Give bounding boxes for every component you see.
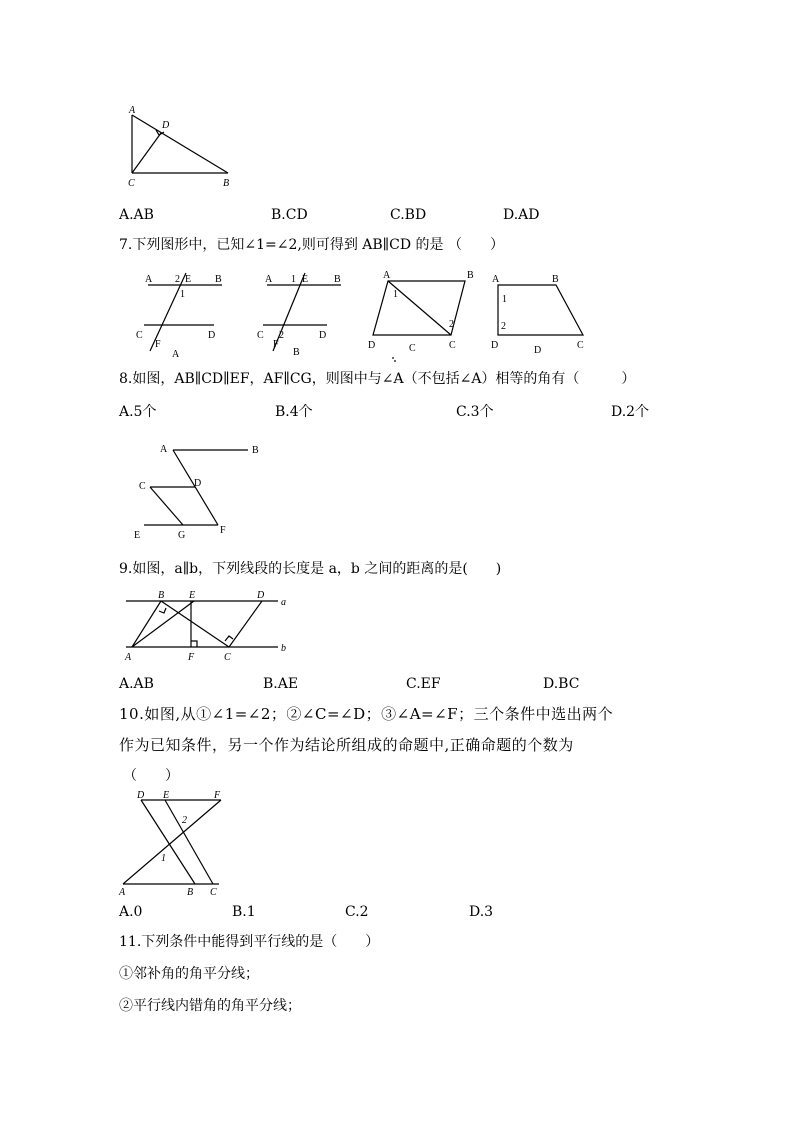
- svg-text:F: F: [188, 652, 195, 663]
- svg-text:C: C: [257, 330, 264, 341]
- q8-stem: 8.如图，AB∥CD∥EF，AF∥CG，则图中与∠A（不包括∠A）相等的角有（ ）: [119, 371, 636, 387]
- svg-text:1: 1: [502, 294, 507, 305]
- q9-figure: [118, 588, 303, 666]
- q10-option-c: C.2: [345, 904, 369, 920]
- svg-text:G: G: [178, 530, 186, 541]
- svg-text:E: E: [189, 590, 196, 601]
- q11-item-2: ②平行线内错角的角平分线；: [119, 998, 301, 1014]
- svg-text:A: A: [160, 444, 168, 455]
- svg-text:D: D: [491, 340, 499, 351]
- svg-text:B: B: [215, 274, 222, 285]
- svg-text:1: 1: [180, 289, 185, 300]
- svg-text:2: 2: [449, 319, 454, 330]
- svg-text:C: C: [139, 481, 146, 492]
- q10-stem-line-1: 10.如图,从①∠1=∠2；②∠C=∠D；③∠A=∠F；三个条件中选出两个: [119, 705, 614, 723]
- svg-text:A: A: [125, 652, 132, 663]
- svg-text:A: A: [119, 887, 126, 898]
- svg-text:A: A: [172, 349, 180, 360]
- svg-text:A: A: [492, 274, 500, 285]
- q11-stem: 11.下列条件中能得到平行线的是（ ）: [119, 934, 380, 950]
- svg-text:a: a: [281, 597, 286, 608]
- svg-text:B: B: [293, 347, 300, 358]
- svg-text:E: E: [185, 274, 192, 285]
- svg-text:F: F: [273, 339, 279, 350]
- svg-text:B: B: [223, 178, 230, 189]
- q10-stem-line-2: 作为已知条件，另一个作为结论所组成的命题中,正确命题的个数为: [119, 736, 574, 754]
- svg-text:1: 1: [291, 274, 296, 285]
- svg-text:C: C: [224, 652, 231, 663]
- q9-stem: 9.如图，a∥b，下列线段的长度是 a，b 之间的距离的是( ): [119, 561, 502, 577]
- svg-text:D: D: [137, 790, 145, 801]
- svg-text:D: D: [194, 478, 202, 489]
- q9-option-b: B.AE: [263, 676, 299, 692]
- svg-text:A: A: [129, 105, 136, 116]
- svg-text:D: D: [319, 330, 327, 341]
- svg-text:D: D: [368, 340, 376, 351]
- q7-figure-a: [130, 265, 230, 360]
- svg-text:A: A: [265, 274, 273, 285]
- q7-figure-c: [365, 265, 480, 365]
- q10-figure: [115, 790, 235, 898]
- svg-text:D: D: [534, 345, 542, 356]
- q6-option-a: A.AB: [119, 207, 154, 223]
- svg-text:B: B: [467, 270, 474, 281]
- svg-text:C: C: [577, 340, 584, 351]
- svg-text:1: 1: [393, 289, 398, 300]
- q10-option-b: B.1: [232, 904, 256, 920]
- q8-option-a: A.5个: [119, 404, 157, 420]
- svg-text:B: B: [158, 590, 165, 601]
- q6-option-b: B.CD: [271, 207, 308, 223]
- svg-text:C: C: [210, 887, 217, 898]
- q9-option-d: D.BC: [543, 676, 580, 692]
- svg-text:2: 2: [279, 330, 284, 341]
- q7-figure-d: [488, 265, 593, 365]
- svg-text:A: A: [145, 274, 153, 285]
- q10-option-d: D.3: [469, 904, 494, 920]
- q8-option-b: B.4个: [275, 404, 313, 420]
- q10-stem-line-3: （ ）: [123, 768, 179, 784]
- q8-option-c: C.3个: [456, 404, 494, 420]
- svg-text:D: D: [257, 590, 265, 601]
- q9-option-a: A.AB: [119, 676, 154, 692]
- q10-option-a: A.0: [119, 904, 143, 920]
- svg-text:E: E: [163, 790, 170, 801]
- svg-text:B: B: [552, 274, 559, 285]
- svg-text:A: A: [383, 270, 391, 281]
- svg-text:F: F: [155, 339, 161, 350]
- svg-text:C: C: [449, 340, 456, 351]
- svg-text:1: 1: [161, 853, 166, 864]
- svg-text:B: B: [187, 887, 194, 898]
- q9-option-c: C.EF: [406, 676, 441, 692]
- svg-text:2: 2: [175, 274, 180, 285]
- q6-triangle-figure: [120, 100, 240, 192]
- svg-text:b: b: [281, 643, 286, 654]
- svg-text:2: 2: [182, 815, 187, 826]
- svg-text:D: D: [208, 330, 216, 341]
- q6-option-c: C.BD: [390, 207, 427, 223]
- q8-option-d: D.2个: [611, 404, 650, 420]
- svg-text:B: B: [252, 445, 259, 456]
- svg-text:B: B: [334, 274, 341, 285]
- q6-option-d: D.AD: [503, 207, 540, 223]
- svg-text:C: C: [136, 330, 143, 341]
- svg-text:2: 2: [501, 321, 506, 332]
- q7-stem: 7.下列图形中，已知∠1=∠2,则可得到 AB∥CD 的是 （ ）: [119, 237, 504, 253]
- svg-text:F: F: [214, 790, 221, 801]
- q11-item-1: ①邻补角的角平分线；: [119, 966, 259, 982]
- q8-figure: [130, 440, 270, 545]
- svg-text:E: E: [302, 274, 309, 285]
- svg-text:C: C: [409, 343, 416, 354]
- svg-text:E: E: [134, 530, 141, 541]
- svg-text:C: C: [128, 178, 135, 189]
- svg-text:D: D: [162, 120, 170, 131]
- svg-text:F: F: [220, 525, 226, 536]
- q7-figure-b: [255, 265, 355, 360]
